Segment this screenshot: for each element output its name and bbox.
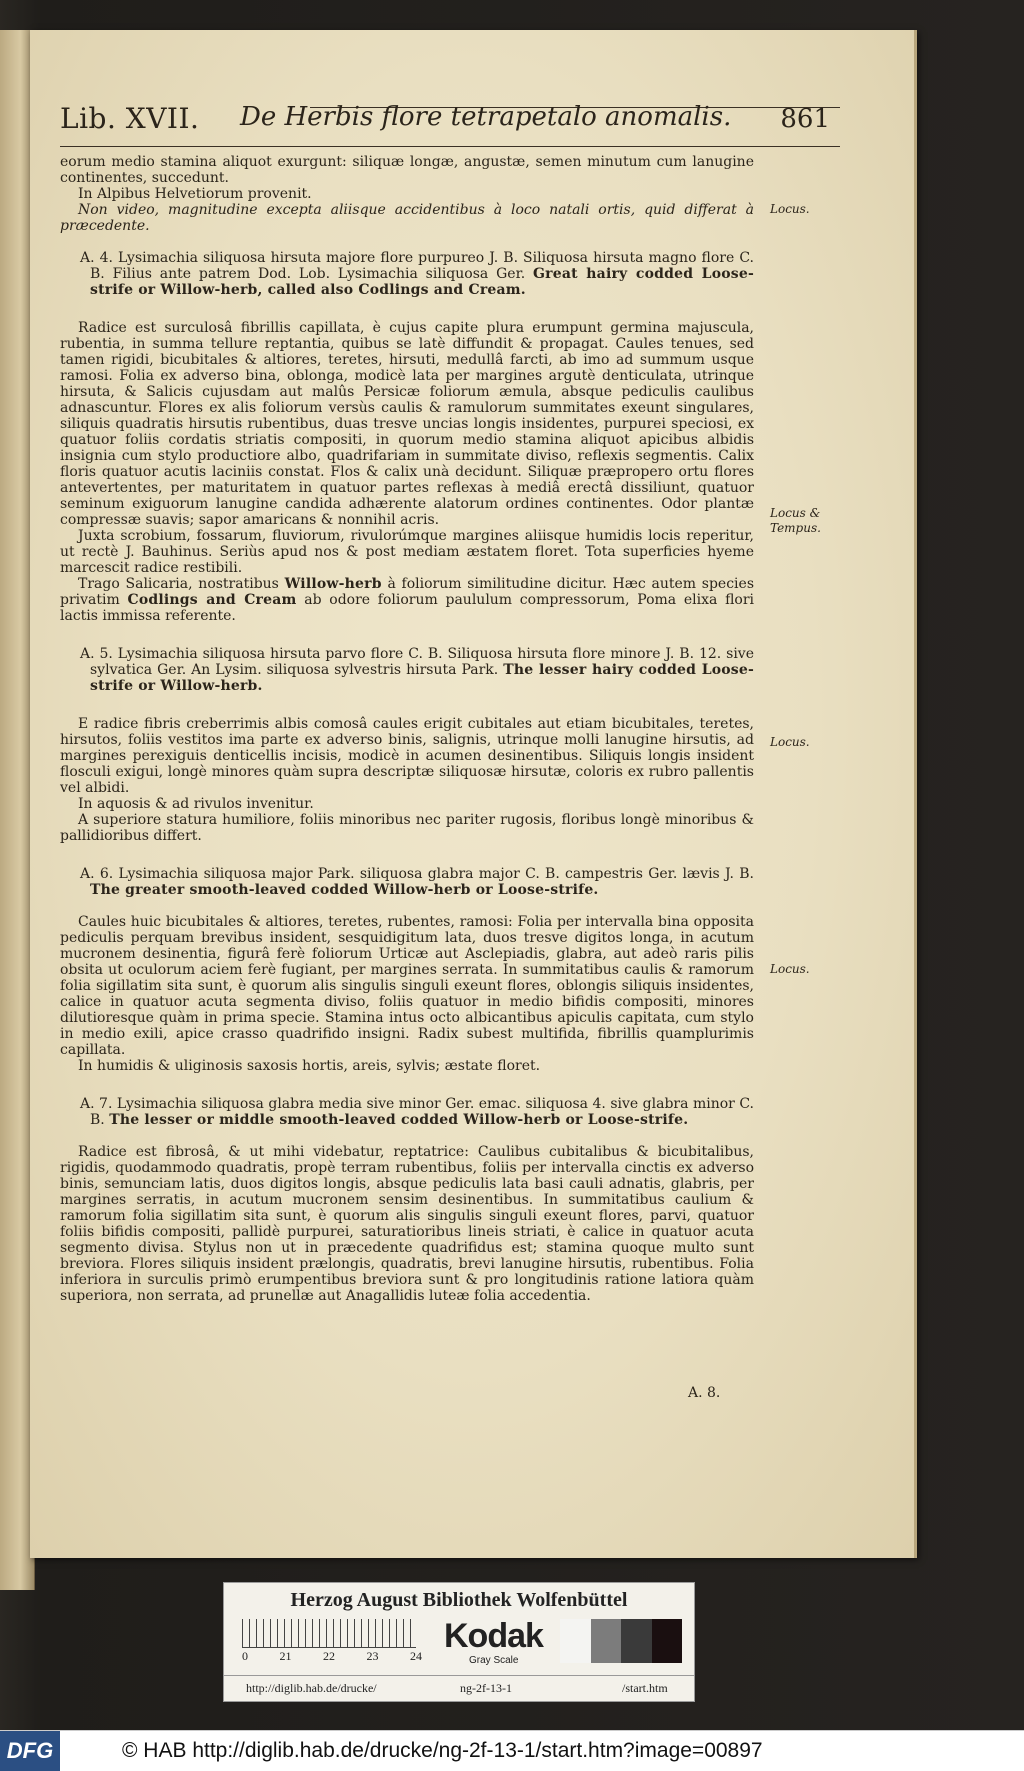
gray-swatch [591, 1619, 622, 1663]
card-url-id: ng-2f-13-1 [460, 1681, 512, 1695]
gray-swatch [652, 1619, 683, 1663]
gray-swatch [560, 1619, 591, 1663]
species-heading: A. 6. Lysimachia siliquosa major Park. siliquosa glabra major C. B. campestris Ger. lævis J. B. The greater smooth-leaved codded Willow-herb or Loose-strife. [80, 866, 754, 898]
gray-swatches [560, 1619, 682, 1663]
running-title: De Herbis flore tetrapetalo anomalis. [240, 102, 732, 132]
species-heading: A. 5. Lysimachia siliquosa hirsuta parvo flore C. B. Siliquosa hirsuta flore minore J. B. 12. sive sylvatica Ger. An Lysim. siliquosa sylvestris hirsuta Park. The lesser hairy codded Loose-strife or Willow-herb. [80, 646, 755, 694]
book-page [30, 30, 917, 1558]
text-paragraph: eorum medio stamina aliquot exurgunt: siliquæ longæ, angustæ, semen minutum cum lanugine continentes, succedunt. [60, 154, 754, 186]
header-rule [60, 146, 840, 147]
description-paragraph: Radice est fibrosâ, & ut mihi videbatur, reptatrice: Caulibus cubitalibus & bicubitalibus, rigidis, quodammodo quadratis, propè terram rubentibus, foliis per intervalla cinctis ex adverso binis, semunciam latis, duos digitos longis, absque pediculis lata basi cauli adnatis, glabris, per margines serratis, in acutum mucronem sensim desinentibus. In summitatibus caulium & ramorum folia sigillatim sita sunt, è quorum alis singulis singuli exeunt flores, parvi, quatuor foliis bifidis compositi, pallidè purpurei, saturatioribus lineis striati, è calice in quatuor acuta segmento divisa. Stylus non ut in præcedente quadrifidus est; stamina quoque multo sunt breviora. Flores siliquis insident prælongis, quadratis, brevi lanugine hirsutis, rubentibus. Folia inferiora in surculis primò erumpentibus breviora sunt & pro longitudinis ratione latiora quàm superiora, non serrata, ad prunellæ aut Anagallidis luteæ folia accedentia. [60, 1144, 754, 1304]
description-paragraph: Caules huic bicubitales & altiores, teretes, rubentes, ramosi: Folia per intervalla bina opposita pediculis perquam brevibus insident, sesquidigitum lata, duos tresve digitos longa, in acutum mucronem desinentia, figurâ ferè foliorum Urticæ aut Asclepiadis, glabra, aut adeò raris pilis obsita ut oculorum aciem ferè fugiant, per margines serrata. In summitatibus caulis & ramorum folia sigillatim sita sunt, è quorum alis singulis singuli exeunt flores, oblongis siliquis insidentes, calice in quatuor acuta segmenta diviso, foliis quatuor in medio bifidis compositi, minores dilutioresque quàm in prima specie. Stamina intus octo albicantibus apiculis capitata, cum stylo in medio exili, apice crasso quadrifido insigni. Radix subest multifida, fibrillis quamplurimis capillata. [60, 914, 754, 1058]
card-url-strip [224, 1675, 694, 1700]
habitat-paragraph: Juxta scrobium, fossarum, fluviorum, rivulorúmque margines aliisque humidis locis reperitur, ut rectè J. Bauhinus. Seriùs apud nos & post mediam æstatem floret. Tota superficies hyeme marcescit radice restibili. [60, 528, 754, 576]
english-name: The greater smooth-leaved codded Willow-herb or Loose-strife. [90, 882, 599, 898]
margin-note-locus: Locus. [770, 735, 810, 749]
margin-note-locus: Locus. [770, 202, 810, 216]
english-name: The lesser or middle smooth-leaved codded Willow-herb or Loose-strife. [109, 1112, 689, 1128]
description-paragraph: Radice est surculosâ fibrillis capillata, è cujus capite plura erumpunt germina majuscula, rubentia, in summa tellure reptantia, quibus se latè diffundit & propagat. Caules tenues, sed tamen rigidi, bicubitales & altiores, teretes, hirsuti, medullâ farcti, ab imo ad summum usque ramosi. Folia ex adverso bina, oblonga, modicè lata per margines argutè denticulata, utrinque hirsuta, & Salicis cujusdam aut malûs Persicæ foliorum æmula, absque pediculis caulibus adnascuntur. Flores ex alis foliorum versùs caulis & ramulorum summitates exeunt singulares, siliquis quadratis hirsutis rubentibus, duas tresve uncias longis insidentes, purpurei speciosi, ex quatuor foliis cordatis striatis compositi, in quorum medio stamina aliquot apicibus albidis insignia cum stylo productiore albo, quadrifariam in summitate diviso, reflexis segmentis. Calix floris quatuor acutis laciniis constat. Flos & calix unà decidunt. Siliquæ præpropero ortu flores antevertentes, per maturitatem in quatuor partes reflexas à mediâ erectâ dissiliunt, quatuor seminum exiguorum lanugine candida adhærente alatorum ordines continentes. Odor plantæ compressæ suavis; sapor amaricans & nonnihil acris. [60, 320, 754, 528]
dfg-logo[interactable]: DFG [0, 1731, 60, 1771]
gray-swatch [621, 1619, 652, 1663]
card-url-base: http://diglib.hab.de/drucke/ [246, 1681, 377, 1695]
ruler-labels: 0 21 22 23 24 [242, 1649, 422, 1663]
species-heading: A. 7. Lysimachia siliquosa glabra media sive minor Ger. emac. siliquosa 4. sive glabra minor C. B. The lesser or middle smooth-leaved codded Willow-herb or Loose-strife. [80, 1096, 754, 1128]
page-number: 861 [780, 104, 830, 134]
catchword: A. 8. [688, 1385, 721, 1401]
copyright-link[interactable]: © HAB http://diglib.hab.de/drucke/ng-2f-13-1/start.htm?image=00897 [122, 1739, 763, 1762]
description-paragraph: E radice fibris creberrimis albis comosâ caules erigit cubitales aut etiam bicubitales, teretes, hirsutos, foliis vestitos ima parte ex adverso binis, salignis, utrinque molli lanugine hirsutis, ad margines perexiguis denticellis incisis, modicè in acumen desinentibus. Siliquis longis insident flosculi exigui, longè minores quàm supra descriptæ siliquosæ hirsutæ, coloris ex rubro pallentis vel albidi. [60, 716, 754, 796]
card-url-file: /start.htm [622, 1681, 668, 1695]
name-paragraph: Trago Salicaria, nostratibus Willow-herb à foliorum similitudine dicitur. Hæc autem species privatim Codlings and Cream ab odore foliorum paululum compressorum, Poma elixa flori lactis immissa referente. [60, 576, 755, 624]
page-body [60, 154, 754, 1304]
text-paragraph: Non video, magnitudine excepta aliisque accidentibus à loco natali ortis, quid differat à præcedente. [60, 202, 754, 234]
book-number: Lib. XVII. [60, 102, 200, 135]
difference-paragraph: A superiore statura humiliore, foliis minoribus nec pariter rugosis, floribus longè minoribus & pallidioribus differt. [60, 812, 754, 844]
habitat-paragraph: In humidis & uliginosis saxosis hortis, areis, sylvis; æstate floret. [78, 1058, 541, 1074]
english-name: The lesser hairy codded Loose-strife or Willow-herb. [90, 662, 755, 694]
kodak-logo: Kodak [444, 1617, 543, 1655]
english-name: Great hairy codded Loose-strife or Willow-herb, called also Codlings and Cream. [90, 266, 754, 298]
margin-note-locus: Locus. [770, 962, 810, 976]
running-head [60, 102, 836, 142]
species-heading: A. 4. Lysimachia siliquosa hirsuta majore flore purpureo J. B. Siliquosa hirsuta magno flore C. B. Filius ante patrem Dod. Lob. Lysimachia siliquosa Ger. Great hairy codded Loose-strife or Willow-herb, called also Codlings and Cream. [80, 250, 754, 298]
margin-note-locus-tempus: Locus & Tempus. [770, 506, 821, 535]
scale-ruler [242, 1619, 416, 1648]
library-name: Herzog August Bibliothek Wolfenbüttel [290, 1589, 628, 1611]
text-paragraph: In Alpibus Helvetiorum provenit. [78, 186, 312, 202]
viewer-footer [0, 1730, 1024, 1771]
habitat-paragraph: In aquosis & ad rivulos invenitur. [78, 796, 314, 812]
color-target-card [223, 1582, 695, 1702]
gray-scale-label: Gray Scale [469, 1655, 519, 1666]
